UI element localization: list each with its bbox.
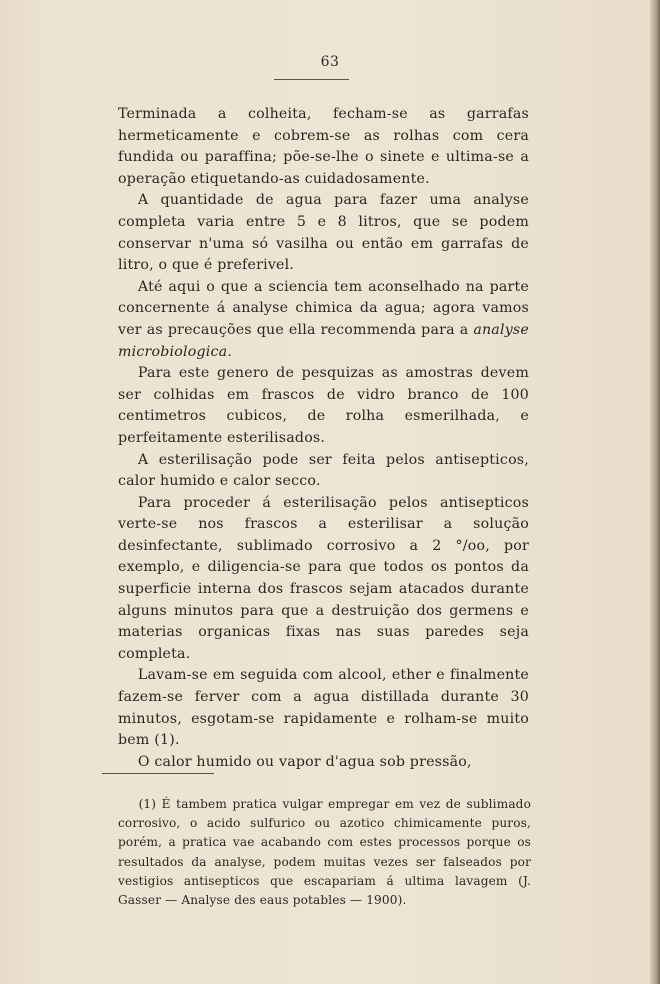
paragraph-6 (118, 493, 529, 666)
paragraph-8 (118, 752, 529, 774)
paragraph-text: A quantidade de agua para fazer uma analyse completa varia entre 5 e 8 litros, que se podem conservar n'uma só vasilha ou então em garrafas de litro, o que é preferivel. (118, 192, 529, 274)
paragraph-text: Até aqui o que a sciencia tem aconselhado na parte concernente á analyse chimica da agua; agora vamos ver as precauções que ella recommenda para a (118, 278, 529, 338)
page-edge-shadow (650, 0, 660, 984)
paragraph-7 (118, 665, 529, 751)
paragraph-5 (118, 450, 529, 493)
italic-term: analyse microbiologica. (118, 321, 529, 360)
paragraph-1 (118, 104, 529, 190)
paragraph-4 (118, 363, 529, 449)
paragraph-2 (118, 190, 529, 276)
paragraph-text: Lavam-se em seguida com alcool, ether e finalmente fazem-se ferver com a agua distillada durante 30 minutos, esgotam-se rapidamente e rolham-se muito bem (1). (118, 667, 529, 749)
paragraph-3 (118, 277, 529, 363)
header-rule (274, 79, 349, 80)
paragraph-text: Para proceder á esterilisação pelos antisepticos verte-se nos frascos a esterilisar a solução desinfectante, sublimado corrosivo a 2 °/oo, por exemplo, e diligencia-se para que todos os pontos da superficie interna dos frascos sejam atacados durante alguns minutos para que a destruição dos germens e materias organicas fixas nas suas paredes seja completa. (118, 494, 529, 662)
paragraph-text: O calor humido ou vapor d'agua sob pressão, (137, 753, 472, 770)
body-text (118, 104, 529, 773)
page-number: 63 (320, 54, 340, 70)
footnote: (1) É tambem pratica vulgar empregar em vez de sublimado corrosivo, o acido sulfurico ou azotico chimicamente puros, porém, a pratica vae acabando com estes processos porque os resultados da analyse, podem muitas vezes ser falseados por vestigios antisepticos que escapariam á ultima lavagem (J. Gasser — Analyse des eaus potables — 1900). (118, 797, 531, 908)
footnote-rule (102, 773, 214, 774)
paragraph-text: Para este genero de pesquizas as amostras devem ser colhidas em frascos de vidro branco de 100 centimetros cubicos, de rolha esmerilhada, e perfeitamente esterilisados. (118, 365, 529, 446)
paragraph-text: Terminada a colheita, fecham-se as garrafas hermeticamente e cobrem-se as rolhas com cera fundida ou paraffina; põe-se-lhe o sinete e ultima-se a operação etiquetando-as cuidadosamente. (118, 106, 529, 187)
paragraph-text: A esterilisação pode ser feita pelos antisepticos, calor humido e calor secco. (118, 451, 529, 490)
